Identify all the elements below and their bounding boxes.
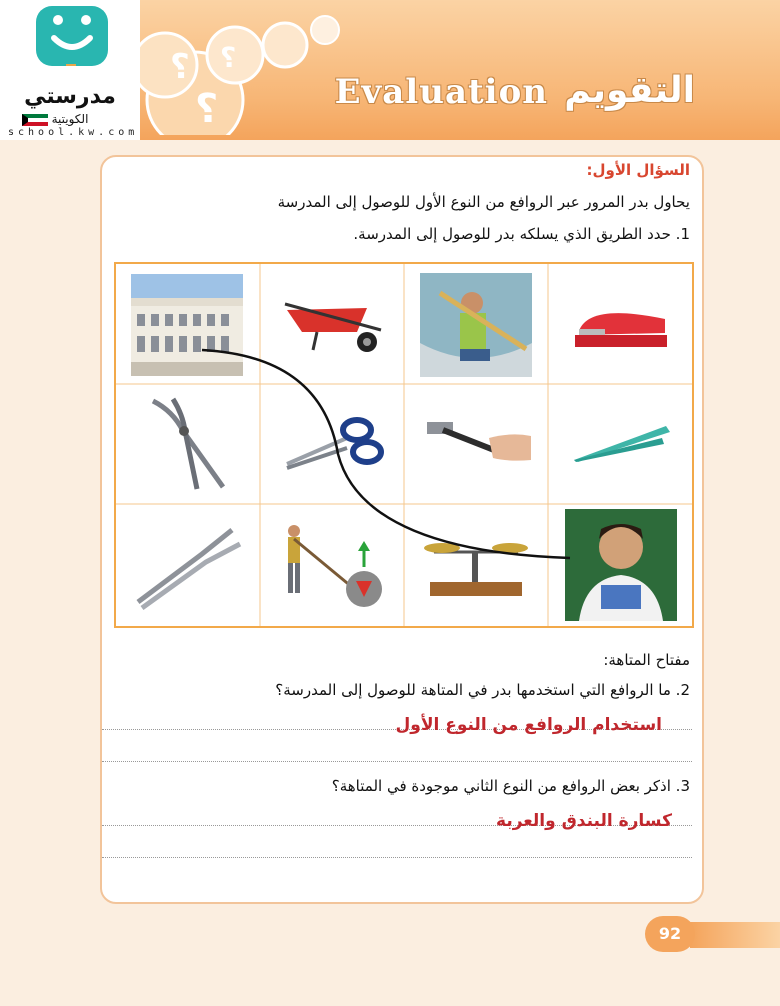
site-logo[interactable] [0,0,140,140]
maze-path-line [116,264,692,626]
svg-text:؟: ؟ [195,86,219,132]
title-arabic: التقويم [564,70,695,111]
svg-text:؟: ؟ [220,41,237,74]
maze-key-label: مفتاح المتاهة: [603,651,690,669]
logo-icon [36,6,108,66]
logo-subtitle: الكويتية [51,112,89,126]
svg-text:؟: ؟ [170,47,190,87]
page-number: 92 [645,916,695,952]
question-2-text: 2. ما الروافع التي استخدمها بدر في المتاهة للوصول إلى المدرسة؟ [275,681,690,699]
answer-line-2b [102,761,692,762]
question-3-text: 3. اذكر بعض الروافع من النوع الثاني موجودة في المتاهة؟ [331,777,690,795]
answer-2: استخدام الروافع من النوع الأول [395,715,662,735]
title-english: Evaluation [334,72,548,112]
answer-line-3b [102,857,692,858]
lever-maze [114,262,694,628]
answer-3: كسارة البندق والعربة [496,811,672,831]
question-intro: يحاول بدر المرور عبر الروافع من النوع الأول للوصول إلى المدرسة [277,193,690,211]
page-number-strip [690,922,780,948]
logo-site: school.kw.com [8,127,139,138]
question-heading: السؤال الأول: [586,161,690,179]
question-task-1: 1. حدد الطريق الذي يسلكه بدر للوصول إلى المدرسة. [353,225,690,243]
evaluation-card [100,155,704,904]
logo-name: مدرستي [24,84,116,109]
